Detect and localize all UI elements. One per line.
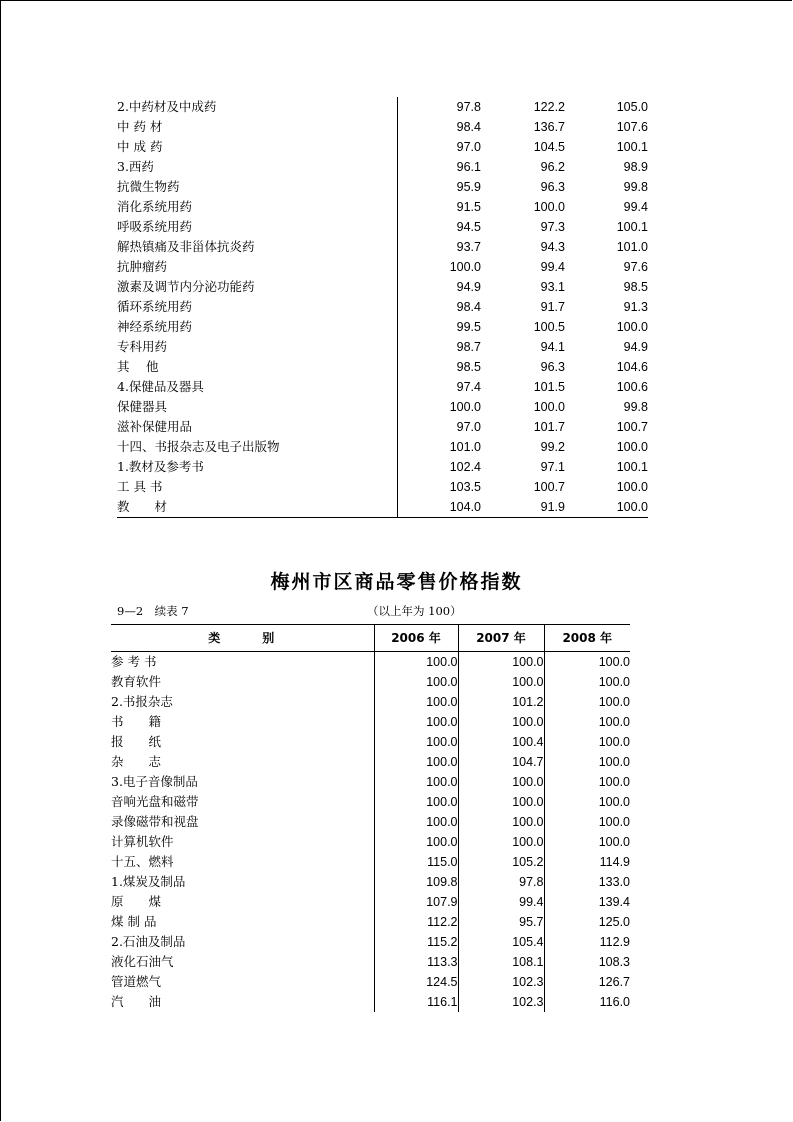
row-label: 工 具 书 — [117, 479, 163, 494]
value-2008: 105.0 — [616, 100, 648, 114]
value-2008: 100.0 — [544, 672, 630, 692]
value-2006: 100.0 — [397, 397, 481, 417]
row-label: 3.电子音像制品 — [111, 774, 198, 789]
value-2006: 100.0 — [374, 812, 458, 832]
row-label: 液化石油气 — [111, 954, 174, 969]
table-row — [111, 832, 630, 852]
price-index-table — [111, 624, 630, 1012]
row-label: 杂 志 — [111, 754, 162, 769]
row-label: 专科用药 — [117, 339, 168, 354]
value-2007: 100.5 — [533, 320, 565, 334]
value-2008: 114.9 — [544, 852, 630, 872]
value-2008: 108.3 — [544, 952, 630, 972]
value-2008: 100.6 — [616, 380, 648, 394]
value-2007: 100.0 — [458, 832, 544, 852]
value-2006: 100.0 — [374, 712, 458, 732]
table-body — [111, 652, 630, 1013]
value-2006: 115.0 — [374, 852, 458, 872]
page-title: 梅州市区商品零售价格指数 — [270, 571, 523, 593]
value-2007: 99.4 — [540, 260, 565, 274]
value-2007: 100.0 — [458, 672, 544, 692]
value-2007: 108.1 — [458, 952, 544, 972]
row-label: 教 材 — [117, 497, 397, 518]
value-2008: 99.4 — [623, 200, 648, 214]
row-label: 2.石油及制品 — [111, 934, 186, 949]
table-row — [111, 992, 630, 1012]
value-2008: 100.1 — [616, 220, 648, 234]
row-label: 十四、书报杂志及电子出版物 — [117, 439, 280, 454]
table-row — [117, 337, 648, 357]
value-2006: 100.0 — [374, 832, 458, 852]
value-2007: 91.9 — [481, 497, 565, 518]
value-2008: 125.0 — [544, 912, 630, 932]
row-label: 抗肿瘤药 — [117, 259, 168, 274]
value-2007: 136.7 — [533, 120, 565, 134]
table-row — [117, 97, 648, 117]
table-row — [117, 357, 648, 377]
value-2007: 102.3 — [458, 992, 544, 1012]
row-label: 管道燃气 — [111, 974, 162, 989]
value-2006: 98.5 — [397, 357, 481, 377]
header-category-char-1: 类 — [208, 631, 223, 645]
value-2008: 100.0 — [616, 440, 648, 454]
row-label: 汽 油 — [111, 994, 162, 1009]
table-row — [117, 437, 648, 457]
value-2008: 139.4 — [544, 892, 630, 912]
value-2008: 100.0 — [544, 772, 630, 792]
row-label: 参 考 书 — [111, 654, 157, 669]
header-row — [111, 625, 630, 652]
table-row — [117, 277, 648, 297]
value-2006: 101.0 — [397, 437, 481, 457]
value-2006: 113.3 — [374, 952, 458, 972]
value-2008: 100.0 — [544, 792, 630, 812]
row-label: 保健器具 — [117, 399, 168, 414]
value-2006: 100.0 — [374, 732, 458, 752]
value-2006: 104.0 — [397, 497, 481, 518]
table-row — [111, 812, 630, 832]
row-label: 循环系统用药 — [117, 299, 193, 314]
value-2008: 100.0 — [544, 692, 630, 712]
value-2008: 104.6 — [616, 360, 648, 374]
value-2008: 91.3 — [623, 300, 648, 314]
value-2007: 102.3 — [458, 972, 544, 992]
value-2008: 126.7 — [544, 972, 630, 992]
value-2008: 133.0 — [544, 872, 630, 892]
table-row — [111, 852, 630, 872]
value-2007: 99.2 — [540, 440, 565, 454]
table-row — [111, 892, 630, 912]
table-row — [111, 732, 630, 752]
value-2008: 100.0 — [565, 497, 648, 518]
table-header — [111, 625, 630, 652]
table-row — [111, 972, 630, 992]
value-2007: 105.2 — [458, 852, 544, 872]
table-row — [111, 712, 630, 732]
value-2006: 124.5 — [374, 972, 458, 992]
value-2007: 93.1 — [540, 280, 565, 294]
value-2006: 98.4 — [397, 117, 481, 137]
value-2006: 94.9 — [397, 277, 481, 297]
table-row — [111, 692, 630, 712]
table-row — [117, 457, 648, 477]
table-row — [111, 672, 630, 692]
row-label: 4.保健品及器具 — [117, 379, 204, 394]
value-2006: 109.8 — [374, 872, 458, 892]
row-label: 音响光盘和磁带 — [111, 794, 199, 809]
value-2006: 97.4 — [397, 377, 481, 397]
table-body — [117, 97, 648, 518]
value-2007: 100.0 — [533, 400, 565, 414]
row-label: 呼吸系统用药 — [117, 219, 193, 234]
value-2008: 101.0 — [616, 240, 648, 254]
value-2007: 100.7 — [533, 480, 565, 494]
table-row — [111, 772, 630, 792]
header-2008: 2008 年 — [544, 625, 630, 652]
value-2008: 100.0 — [544, 832, 630, 852]
value-2007: 96.3 — [540, 360, 565, 374]
value-2006: 100.0 — [374, 692, 458, 712]
row-label: 解热镇痛及非甾体抗炎药 — [117, 239, 255, 254]
value-2007: 104.7 — [458, 752, 544, 772]
value-2006: 100.0 — [374, 772, 458, 792]
table-row — [117, 217, 648, 237]
value-2007: 104.5 — [533, 140, 565, 154]
value-2008: 112.9 — [544, 932, 630, 952]
row-label: 中 成 药 — [117, 139, 163, 154]
value-2007: 100.0 — [458, 712, 544, 732]
table-row — [117, 157, 648, 177]
value-2007: 100.0 — [458, 652, 544, 673]
value-2006: 102.4 — [397, 457, 481, 477]
row-label: 十五、燃料 — [111, 854, 174, 869]
value-2006: 100.0 — [374, 792, 458, 812]
table-row — [117, 497, 648, 518]
value-2007: 100.0 — [458, 812, 544, 832]
value-2006: 95.9 — [397, 177, 481, 197]
row-label: 1.教材及参考书 — [117, 459, 204, 474]
value-2006: 103.5 — [397, 477, 481, 497]
value-2007: 97.8 — [458, 872, 544, 892]
value-2008: 100.0 — [616, 320, 648, 334]
value-2007: 101.5 — [533, 380, 565, 394]
value-2008: 99.8 — [623, 180, 648, 194]
value-2006: 116.1 — [374, 992, 458, 1012]
row-label: 消化系统用药 — [117, 199, 193, 214]
value-2007: 100.0 — [458, 792, 544, 812]
value-2006: 94.5 — [397, 217, 481, 237]
table-row — [117, 477, 648, 497]
row-label: 原 煤 — [111, 894, 162, 909]
value-2008: 116.0 — [544, 992, 630, 1012]
value-2007: 96.2 — [540, 160, 565, 174]
value-2007: 100.0 — [533, 200, 565, 214]
value-2006: 98.4 — [397, 297, 481, 317]
table-row — [117, 417, 648, 437]
value-2008: 100.1 — [616, 460, 648, 474]
value-2008: 100.0 — [544, 712, 630, 732]
value-2007: 94.3 — [540, 240, 565, 254]
value-2006: 97.0 — [397, 417, 481, 437]
value-2008: 107.6 — [616, 120, 648, 134]
row-label: 报 纸 — [111, 734, 162, 749]
row-label: 教育软件 — [111, 674, 162, 689]
value-2008: 100.0 — [544, 752, 630, 772]
value-2008: 98.9 — [623, 160, 648, 174]
row-label: 抗微生物药 — [117, 179, 180, 194]
value-2006: 93.7 — [397, 237, 481, 257]
value-2007: 99.4 — [458, 892, 544, 912]
value-2008: 98.5 — [623, 280, 648, 294]
row-label: 激素及调节内分泌功能药 — [117, 279, 255, 294]
value-2007: 91.7 — [540, 300, 565, 314]
value-2007: 100.4 — [458, 732, 544, 752]
table-number: 9—2 续表 7 — [117, 604, 189, 618]
value-2008: 99.8 — [623, 400, 648, 414]
value-2007: 97.1 — [540, 460, 565, 474]
table-row — [111, 652, 630, 673]
table-row — [111, 912, 630, 932]
table-row — [111, 752, 630, 772]
table-row — [111, 932, 630, 952]
value-2007: 94.1 — [540, 340, 565, 354]
value-2008: 100.0 — [616, 480, 648, 494]
row-label: 1.煤炭及制品 — [111, 874, 186, 889]
value-2007: 122.2 — [533, 100, 565, 114]
value-2006: 107.9 — [374, 892, 458, 912]
row-label: 2.中药材及中成药 — [117, 99, 217, 114]
row-label: 计算机软件 — [111, 834, 174, 849]
table-row — [117, 117, 648, 137]
row-label: 滋补保健用品 — [117, 419, 193, 434]
value-2007: 105.4 — [458, 932, 544, 952]
table-row — [117, 257, 648, 277]
value-2008: 100.0 — [544, 812, 630, 832]
value-2006: 96.1 — [397, 157, 481, 177]
table-row — [117, 177, 648, 197]
value-2008: 100.7 — [616, 420, 648, 434]
row-label: 录像磁带和视盘 — [111, 814, 199, 829]
value-2006: 112.2 — [374, 912, 458, 932]
value-2006: 100.0 — [374, 752, 458, 772]
value-2006: 91.5 — [397, 197, 481, 217]
row-label: 煤 制 品 — [111, 914, 157, 929]
table-row — [117, 197, 648, 217]
row-label: 其 他 — [117, 359, 159, 374]
table-row — [111, 792, 630, 812]
table-row — [117, 377, 648, 397]
price-index-table-continued — [117, 97, 648, 518]
value-2006: 97.0 — [397, 137, 481, 157]
value-2008: 100.0 — [544, 652, 630, 673]
header-2007: 2007 年 — [458, 625, 544, 652]
value-2006: 100.0 — [374, 672, 458, 692]
value-2006: 99.5 — [397, 317, 481, 337]
base-year-note: （以上年为 100） — [367, 604, 462, 618]
value-2008: 100.0 — [544, 732, 630, 752]
header-category — [111, 625, 374, 652]
table-row — [117, 237, 648, 257]
table-row — [111, 952, 630, 972]
value-2007: 96.3 — [540, 180, 565, 194]
value-2006: 115.2 — [374, 932, 458, 952]
table-row — [111, 872, 630, 892]
header-2006: 2006 年 — [374, 625, 458, 652]
value-2006: 100.0 — [374, 652, 458, 673]
row-label: 书 籍 — [111, 714, 162, 729]
value-2008: 94.9 — [623, 340, 648, 354]
value-2007: 95.7 — [458, 912, 544, 932]
table-row — [117, 397, 648, 417]
value-2006: 100.0 — [397, 257, 481, 277]
value-2007: 100.0 — [458, 772, 544, 792]
value-2006: 98.7 — [397, 337, 481, 357]
row-label: 2.书报杂志 — [111, 694, 173, 709]
table-row — [117, 137, 648, 157]
row-label: 3.西药 — [117, 159, 154, 174]
value-2008: 97.6 — [623, 260, 648, 274]
table-row — [117, 297, 648, 317]
value-2007: 101.2 — [458, 692, 544, 712]
row-label: 中 药 材 — [117, 119, 163, 134]
value-2007: 101.7 — [533, 420, 565, 434]
value-2007: 97.3 — [540, 220, 565, 234]
row-label: 神经系统用药 — [117, 319, 193, 334]
header-category-char-2: 别 — [262, 631, 277, 645]
value-2006: 97.8 — [397, 97, 481, 117]
table-row — [117, 317, 648, 337]
value-2008: 100.1 — [616, 140, 648, 154]
